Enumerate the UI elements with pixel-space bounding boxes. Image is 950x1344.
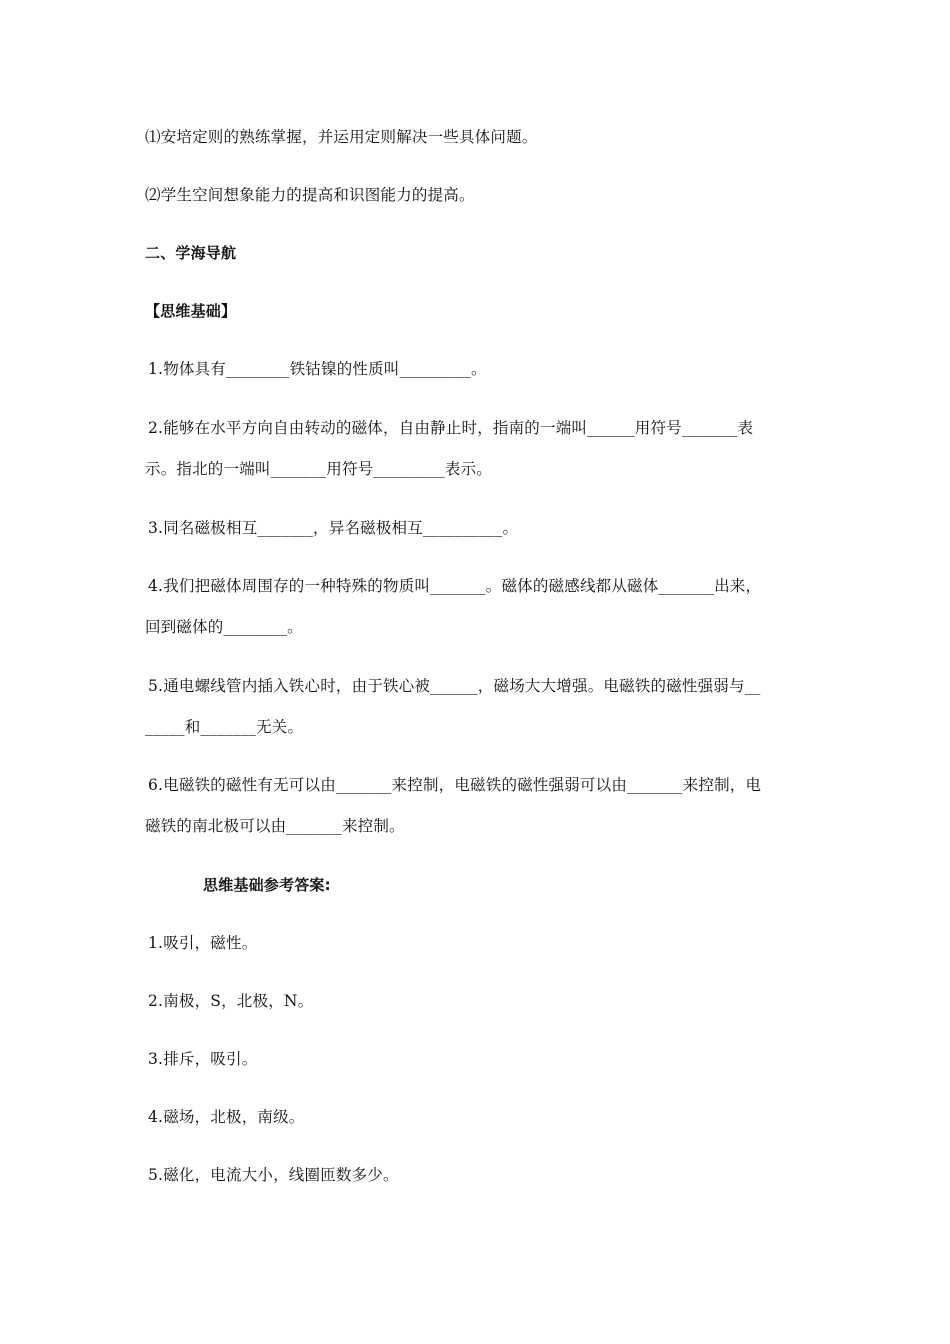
answer-5: 5.磁化，电流大小，线圈匝数多少。: [148, 1166, 399, 1184]
subsection-title: 【思维基础】: [145, 302, 237, 320]
question-5-line-2: _____和_______无关。: [145, 718, 304, 736]
answer-3: 3.排斥，吸引。: [148, 1050, 258, 1068]
answer-1: 1.吸引，磁性。: [148, 934, 258, 952]
question-2-line-1: 2.能够在水平方向自由转动的磁体，自由静止时，指南的一端叫______用符号_______表: [148, 419, 754, 437]
question-3: 3.同名磁极相互_______，异名磁极相互__________。: [148, 519, 519, 537]
answer-4: 4.磁场，北极，南级。: [148, 1108, 305, 1126]
question-2-line-2: 示。指北的一端叫_______用符号_________表示。: [145, 460, 493, 478]
question-1: 1.物体具有________铁钴镍的性质叫_________。: [148, 360, 487, 378]
answer-2: 2.南极，S，北极，N。: [148, 992, 314, 1010]
objective-1: ⑴安培定则的熟练掌握，并运用定则解决一些具体问题。: [145, 128, 538, 146]
question-6-line-2: 磁铁的南北极可以由_______来控制。: [145, 817, 405, 835]
objective-2: ⑵学生空间想象能力的提高和识图能力的提高。: [145, 186, 475, 204]
question-6-line-1: 6.电磁铁的磁性有无可以由_______来控制，电磁铁的磁性强弱可以由_______来控制，电: [148, 776, 762, 794]
question-4-line-2: 回到磁体的________。: [145, 618, 303, 636]
question-5-line-1: 5.通电螺线管内插入铁心时，由于铁心被______，磁场大大增强。电磁铁的磁性强弱与__: [148, 677, 761, 695]
question-4-line-1: 4.我们把磁体周围存的一种特殊的物质叫_______。磁体的磁感线都从磁体_______出来，: [148, 577, 762, 595]
section-title: 二、学海导航: [145, 244, 237, 262]
answers-title: 思维基础参考答案:: [203, 876, 331, 894]
